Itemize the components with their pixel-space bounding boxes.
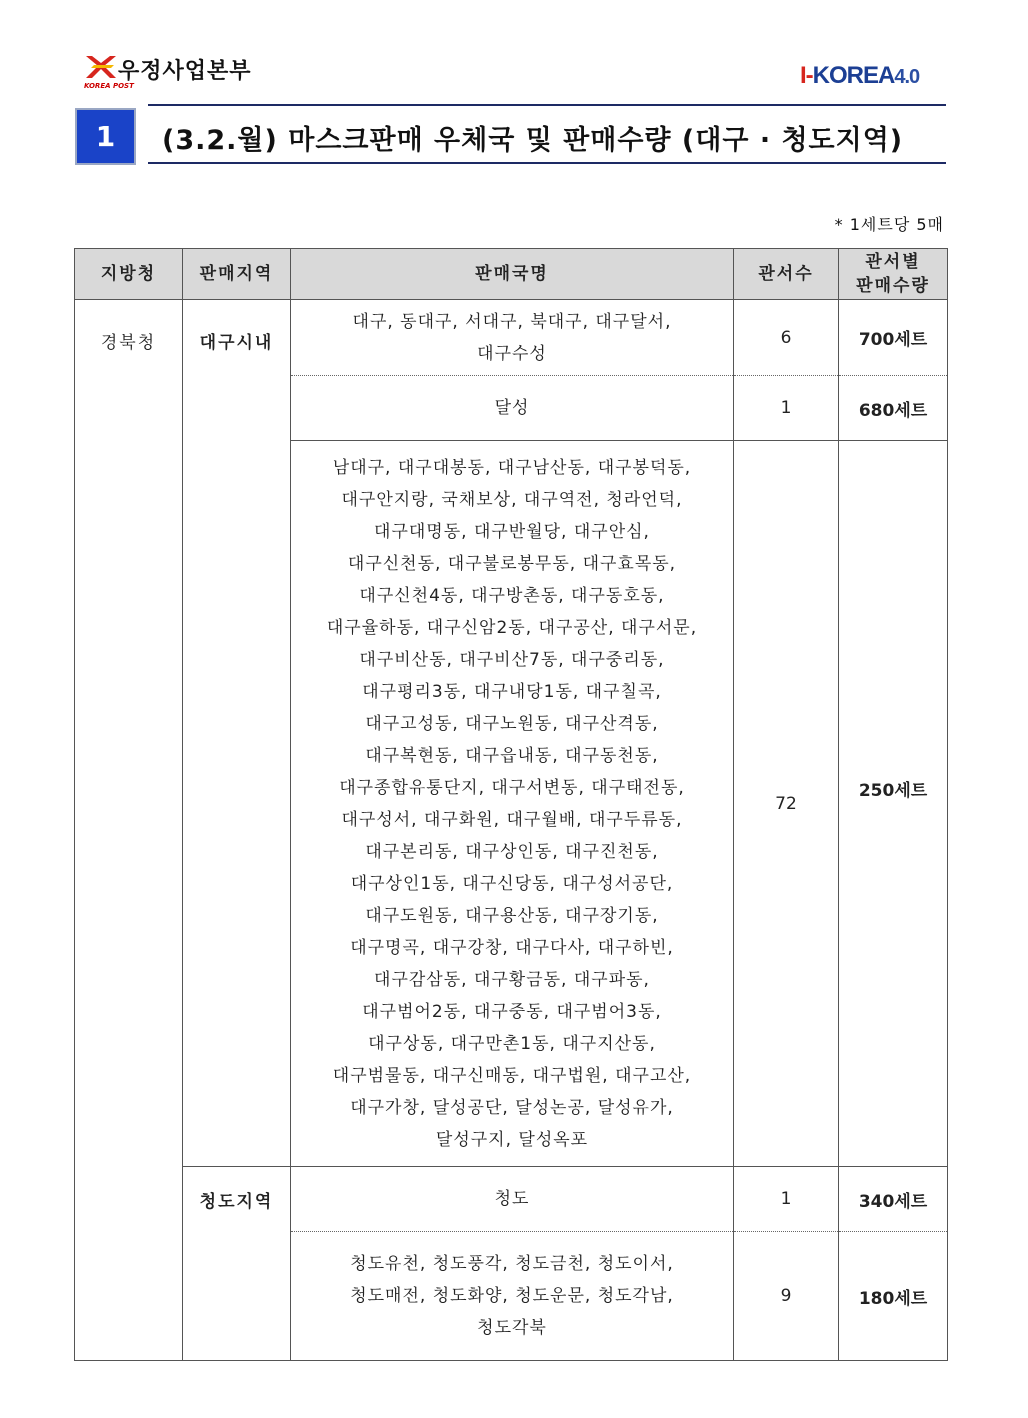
names-line: 대구고성동, 대구노원동, 대구산격동, [365,713,659,734]
qty-cell: 680세트 [839,376,948,441]
names-cell [291,300,734,376]
names-line: 대구, 동대구, 서대구, 북대구, 대구달서, [352,311,672,332]
region-cell-cheongdo: 청도지역 [183,1167,291,1361]
names-line: 대구본리동, 대구상인동, 대구진천동, [365,841,659,862]
header-names: 판매국명 [291,249,734,300]
names-line: 대구도원동, 대구용산동, 대구장기동, [365,905,659,926]
korea-post-emblem-icon [84,52,118,82]
office-cell: 경북청 [75,300,183,1361]
qty-cell: 700세트 [839,300,948,376]
table-header-row [75,249,948,300]
names-line: 대구비산동, 대구비산7동, 대구중리동, [359,649,665,670]
header-qty-line1: 관서별 [865,252,921,272]
names-line: 남대구, 대구대봉동, 대구남산동, 대구봉덕동, [332,457,692,478]
logo-left-sub: KOREA POST [84,82,134,90]
header-qty [839,249,948,300]
names-line: 대구범어2동, 대구중동, 대구범어3동, [362,1001,662,1022]
names-line: 대구신천동, 대구불로봉무동, 대구효목동, [347,553,677,574]
qty-cell: 340세트 [839,1167,948,1232]
table-row [75,300,948,376]
names-line: 대구상동, 대구만촌1동, 대구지산동, [368,1033,656,1054]
names-line: 청도각북 [477,1318,547,1338]
names-line: 대구감삼동, 대구황금동, 대구파동, [374,969,650,990]
names-line: 청도유천, 청도풍각, 청도금천, 청도이서, [350,1254,674,1274]
names-line: 대구수성 [477,343,547,364]
header-office: 지방청 [75,249,183,300]
names-cell [291,1232,734,1361]
names-line: 대구명곡, 대구강창, 대구다사, 대구하빈, [350,937,674,958]
names-line: 대구범물동, 대구신매동, 대구법원, 대구고산, [332,1065,692,1086]
count-cell: 1 [734,1167,839,1232]
names-cell [291,1167,734,1232]
set-note: * 1세트당 5매 [834,215,944,234]
count-cell: 72 [734,441,839,1167]
names-line: 대구안지랑, 국채보상, 대구역전, 청라언덕, [341,489,683,510]
qty-cell: 250세트 [839,441,948,1167]
section-number: 1 [75,108,136,165]
names-cell [291,376,734,441]
names-line: 대구종합유통단지, 대구서변동, 대구태전동, [339,777,685,798]
names-line: 대구율하동, 대구신암2동, 대구공산, 대구서문, [326,617,698,638]
logo-right-korea: KOREA [812,62,895,89]
logo-right-dash: I- [800,62,813,89]
names-line: 대구대명동, 대구반월당, 대구안심, [374,521,650,542]
names-line: 달성 [494,398,530,418]
names-line: 대구성서, 대구화원, 대구월배, 대구두류동, [341,809,683,830]
names-line: 대구가창, 달성공단, 달성논공, 달성유가, [350,1097,674,1118]
logo-left-name: 우정사업본부 [118,59,252,84]
count-cell: 6 [734,300,839,376]
count-cell: 1 [734,376,839,441]
names-line: 대구신천4동, 대구방촌동, 대구동호동, [359,585,665,606]
title-bar [148,104,946,164]
logo-right-version: 4.0 [894,66,920,88]
names-line: 청도매전, 청도화양, 청도운문, 청도각남, [350,1286,674,1306]
mask-sales-table [74,248,948,1361]
names-line: 대구평리3동, 대구내당1동, 대구칠곡, [362,681,662,702]
i-korea-logo [800,62,919,90]
names-line: 청도 [494,1189,530,1209]
table-row [75,1167,948,1232]
header-qty-line2: 판매수량 [856,276,930,296]
header-region: 판매지역 [183,249,291,300]
names-line: 대구상인1동, 대구신당동, 대구성서공단, [350,873,674,894]
names-cell [291,441,734,1167]
names-line: 대구복현동, 대구읍내동, 대구동천동, [365,745,659,766]
count-cell: 9 [734,1232,839,1361]
qty-cell: 180세트 [839,1232,948,1361]
region-cell-daegu: 대구시내 [183,300,291,1167]
korea-post-logo [84,52,304,92]
page-title: (3.2.월) 마스크판매 우체국 및 판매수량 (대구 · 청도지역) [162,125,904,156]
header-count: 관서수 [734,249,839,300]
names-line: 달성구지, 달성옥포 [435,1129,589,1150]
